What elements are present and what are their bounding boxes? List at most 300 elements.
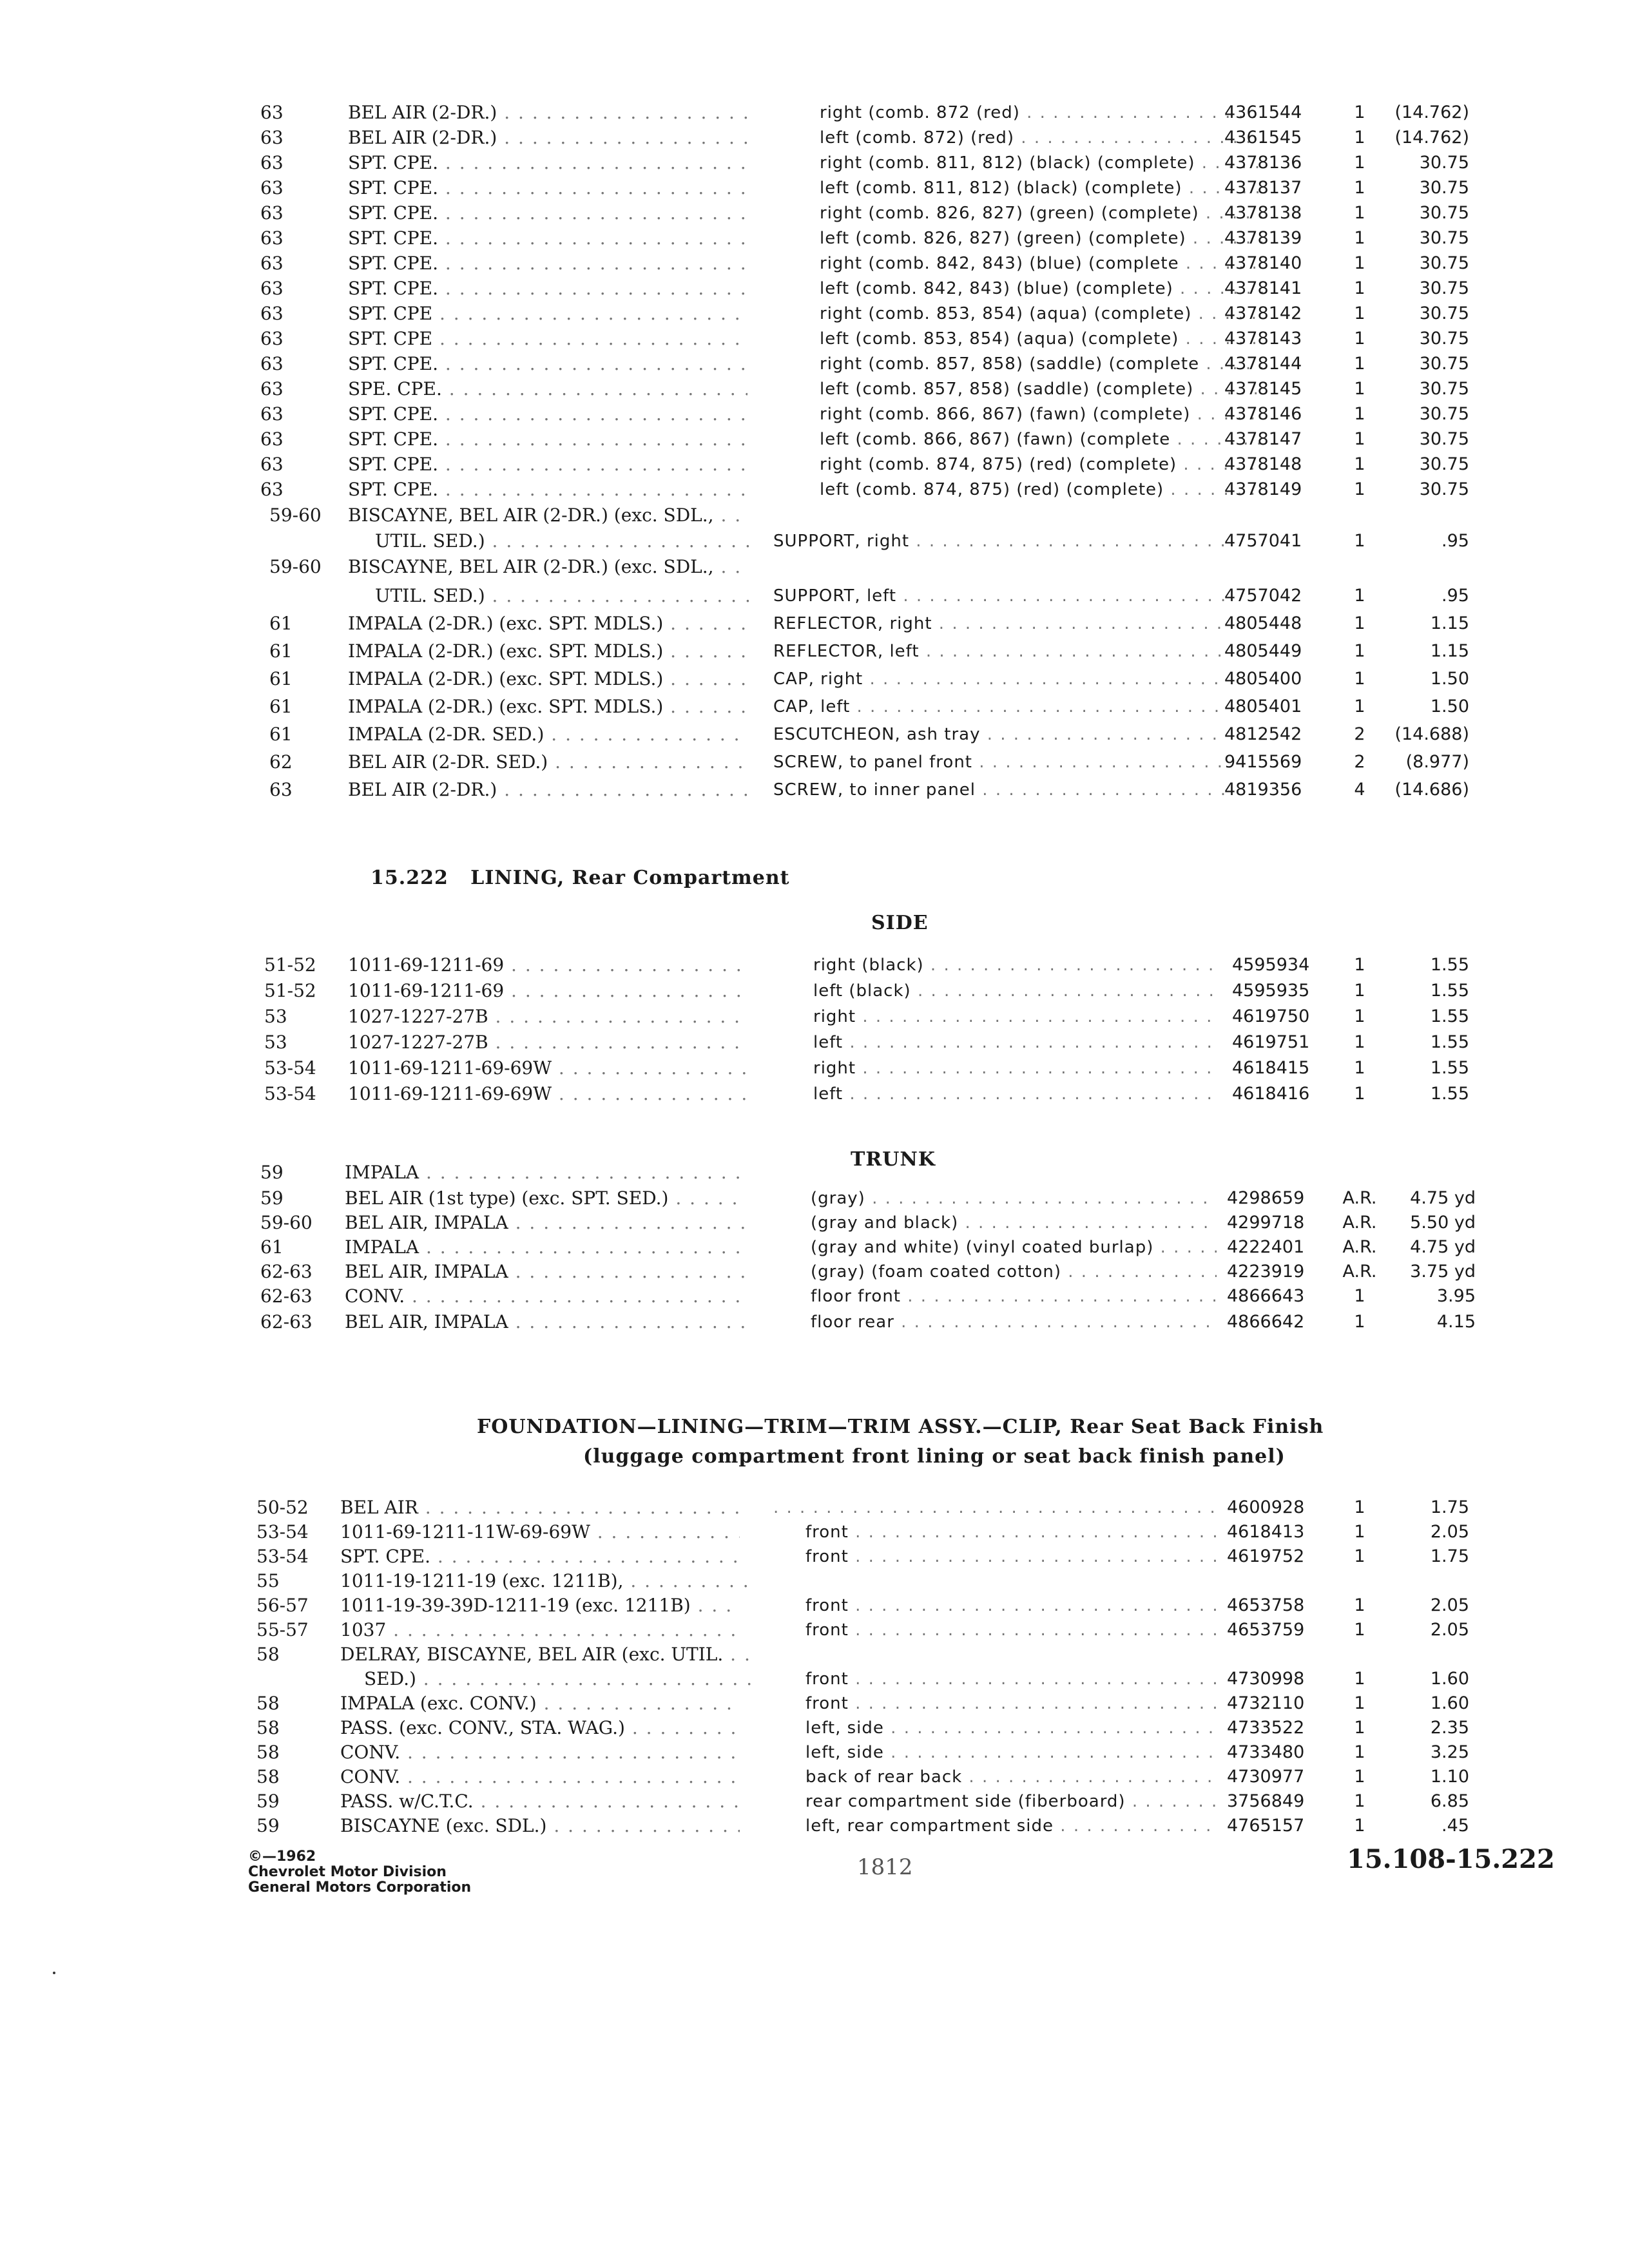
description-cell: CAP, right . . .: [773, 666, 1224, 692]
table-row: [0, 1283, 1629, 1309]
model-cell: SPT. CPE. . . .: [348, 200, 747, 226]
table-row: [0, 1617, 1629, 1643]
table-row: [0, 1764, 1629, 1790]
quantity-cell: 1: [1354, 102, 1365, 122]
description-cell: left, side . . .: [805, 1715, 1218, 1741]
description-cell: right (comb. 866, 867) (fawn) (complete) . . .: [820, 401, 1264, 427]
part-number-cell: 4595934: [1232, 955, 1310, 975]
model-cell-continued: UTIL. SED.) . . .: [375, 583, 749, 609]
model-cell: IMPALA . . .: [345, 1235, 744, 1260]
year-cell: 63: [260, 177, 284, 198]
description-cell: right (comb. 811, 812) (black) (complete) . . .: [820, 150, 1264, 176]
table-row: [0, 150, 1629, 176]
table-row: [0, 1568, 1629, 1594]
description-cell: front . . .: [805, 1691, 1218, 1716]
table-row: [0, 639, 1629, 664]
table-row: [0, 1519, 1629, 1545]
table-row: [0, 1813, 1629, 1839]
price-cell: 4.75 yd: [1410, 1188, 1476, 1208]
year-cell: 53: [264, 1006, 287, 1027]
model-cell: SPT. CPE . . .: [348, 301, 747, 327]
quantity-cell: 1: [1354, 1595, 1365, 1615]
part-number-cell: 4730977: [1227, 1767, 1305, 1787]
description-cell: left, rear compartment side . . .: [805, 1813, 1218, 1839]
price-cell: 1.50: [1430, 697, 1469, 716]
quantity-cell: 1: [1354, 1669, 1365, 1689]
price-cell: 5.50 yd: [1410, 1213, 1476, 1233]
year-cell: 61: [269, 696, 293, 717]
quantity-cell: 1: [1354, 454, 1365, 474]
price-cell: 30.75: [1419, 253, 1469, 273]
description-cell: REFLECTOR, left . . .: [773, 639, 1224, 664]
model-cell: IMPALA (exc. CONV.) . . .: [340, 1691, 740, 1716]
price-cell: 30.75: [1419, 379, 1469, 399]
description-cell: SCREW, to panel front . . .: [773, 749, 1224, 775]
year-cell: 53: [264, 1032, 287, 1053]
year-cell: 63: [260, 152, 284, 173]
price-cell: 30.75: [1419, 454, 1469, 474]
year-cell: 62-63: [260, 1261, 313, 1282]
model-cell: PASS. (exc. CONV., STA. WAG.) . . .: [340, 1715, 740, 1741]
quantity-cell: 1: [1354, 1286, 1365, 1306]
description-cell: right . . .: [813, 1055, 1219, 1081]
model-cell: 1011-69-1211-69-69W . . .: [348, 1055, 747, 1081]
part-number-cell: 4733522: [1227, 1718, 1305, 1738]
price-cell: 30.75: [1419, 228, 1469, 248]
description-cell: left . . .: [813, 1030, 1219, 1055]
price-cell: 1.50: [1430, 669, 1469, 689]
quantity-cell: 2: [1354, 724, 1365, 744]
table-row: [0, 401, 1629, 427]
model-cell: 1011-19-39-39D-1211-19 (exc. 1211B) . . .: [340, 1593, 740, 1619]
price-cell: (14.762): [1394, 128, 1469, 148]
table-row: [0, 1081, 1629, 1107]
description-cell: right (comb. 826, 827) (green) (complete) . . .: [820, 200, 1264, 226]
table-row: [0, 1593, 1629, 1619]
description-cell: left (comb. 866, 867) (fawn) (complete . . .: [820, 427, 1264, 452]
model-cell: 1011-19-1211-19 (exc. 1211B), . . .: [340, 1568, 753, 1594]
year-cell: 51-52: [264, 954, 316, 975]
quantity-cell: 1: [1354, 1816, 1365, 1836]
description-cell: right . . .: [813, 1004, 1219, 1030]
price-cell: 1.15: [1430, 641, 1469, 661]
model-cell: BEL AIR (1st type) (exc. SPT. SED.) . . .: [345, 1186, 744, 1211]
part-number-cell: 4757042: [1224, 586, 1302, 606]
part-number-cell: 4730998: [1227, 1669, 1305, 1689]
price-cell: 30.75: [1419, 153, 1469, 173]
year-cell: 55: [256, 1570, 280, 1591]
part-number-cell: 4618415: [1232, 1058, 1310, 1078]
price-cell: .45: [1441, 1816, 1469, 1836]
table-row: [0, 1309, 1629, 1335]
quantity-cell: 1: [1354, 1006, 1365, 1026]
description-cell: CAP, left . . .: [773, 694, 1224, 720]
model-cell: BEL AIR (2-DR. SED.) . . .: [348, 749, 747, 775]
part-number-cell: 4378144: [1224, 354, 1302, 374]
quantity-cell: 1: [1354, 1497, 1365, 1517]
part-number-cell: 4361544: [1224, 102, 1302, 122]
year-cell: 58: [256, 1693, 280, 1714]
price-cell: 30.75: [1419, 429, 1469, 449]
quantity-cell: 2: [1354, 752, 1365, 772]
quantity-cell: 1: [1354, 586, 1365, 606]
quantity-cell: 1: [1354, 641, 1365, 661]
model-cell: SPT. CPE. . . .: [348, 175, 747, 201]
description-cell: left (comb. 857, 858) (saddle) (complete) . . .: [820, 376, 1264, 402]
part-number-cell: 4765157: [1227, 1816, 1305, 1836]
model-cell: DELRAY, BISCAYNE, BEL AIR (exc. UTIL. . . .: [340, 1642, 753, 1667]
part-number-cell: 4619752: [1227, 1546, 1305, 1566]
quantity-cell: 1: [1354, 613, 1365, 633]
price-cell: 2.35: [1430, 1718, 1469, 1738]
part-number-cell: 4299718: [1227, 1213, 1305, 1233]
part-number-cell: 9415569: [1224, 752, 1302, 772]
description-cell: (gray and black) . . .: [811, 1210, 1217, 1236]
part-number-cell: 4732110: [1227, 1693, 1305, 1713]
table-row: [0, 611, 1629, 637]
table-row: [0, 694, 1629, 720]
table-row: [0, 1259, 1629, 1285]
price-cell: 30.75: [1419, 303, 1469, 323]
table-row: [0, 1235, 1629, 1260]
description-cell: rear compartment side (fiberboard) . . .: [805, 1789, 1218, 1814]
table-row: [0, 100, 1629, 126]
part-number-cell: 4361545: [1224, 128, 1302, 148]
quantity-cell: 1: [1354, 404, 1365, 424]
model-cell: SPT. CPE. . . .: [348, 251, 747, 276]
copyright: ©—1962: [248, 1849, 316, 1865]
model-cell: BISCAYNE (exc. SDL.) . . .: [340, 1813, 740, 1839]
table-row: [0, 351, 1629, 377]
quantity-cell: 1: [1354, 981, 1365, 1001]
model-cell: CONV. . . .: [340, 1740, 740, 1765]
year-cell: 63: [260, 102, 284, 123]
quantity-cell: 1: [1354, 697, 1365, 716]
part-number-cell: 4866643: [1227, 1286, 1305, 1306]
section-heading: [371, 867, 790, 889]
model-cell: SPE. CPE. . . .: [348, 376, 747, 402]
quantity-cell: 1: [1354, 1767, 1365, 1787]
description-cell: left (comb. 842, 843) (blue) (complete) . . .: [820, 276, 1264, 302]
price-cell: 1.10: [1430, 1767, 1469, 1787]
quantity-cell: 1: [1354, 128, 1365, 148]
publisher-credit: [248, 1849, 471, 1896]
year-cell: 59: [260, 1187, 284, 1209]
description-cell: left (comb. 872) (red) . . .: [820, 125, 1264, 151]
quantity-cell: 1: [1354, 354, 1365, 374]
quantity-cell: 1: [1354, 1791, 1365, 1811]
year-cell: 53-54: [264, 1083, 316, 1104]
foundation-title-suffix: Rear Seat Back Finish: [1070, 1416, 1324, 1438]
price-cell: 4.15: [1436, 1312, 1476, 1332]
model-cell: SPT. CPE. . . .: [340, 1544, 740, 1570]
quantity-cell: 1: [1354, 303, 1365, 323]
table-row: [0, 477, 1629, 503]
price-cell: 3.95: [1436, 1286, 1476, 1306]
table-row: [0, 1030, 1629, 1055]
description-cell: right (comb. 842, 843) (blue) (complete . . .: [820, 251, 1264, 276]
part-number-cell: 4378147: [1224, 429, 1302, 449]
price-cell: 30.75: [1419, 178, 1469, 198]
price-cell: .95: [1441, 586, 1469, 606]
table-row: [0, 1789, 1629, 1814]
year-cell: 63: [260, 403, 284, 425]
section-range: 15.108-15.222: [1347, 1844, 1555, 1874]
model-cell: IMPALA (2-DR. SED.) . . .: [348, 722, 747, 747]
part-number-cell: 4805401: [1224, 697, 1302, 716]
price-cell: (14.686): [1394, 780, 1469, 800]
model-cell: SPT. CPE. . . .: [348, 477, 747, 503]
quantity-cell: 1: [1354, 955, 1365, 975]
year-cell: 59: [260, 1162, 284, 1183]
price-cell: 1.75: [1430, 1497, 1469, 1517]
table-row: [0, 528, 1629, 554]
description-cell: right (comb. 857, 858) (saddle) (complete . . .: [820, 351, 1264, 377]
price-cell: 4.75 yd: [1410, 1237, 1476, 1257]
price-cell: 2.05: [1430, 1522, 1469, 1542]
model-cell-continued: UTIL. SED.) . . .: [375, 528, 749, 554]
description-cell: back of rear back . . .: [805, 1764, 1218, 1790]
part-number-cell: 4222401: [1227, 1237, 1305, 1257]
model-cell-continued: SED.) . . .: [364, 1666, 751, 1692]
year-cell: 58: [256, 1766, 280, 1787]
price-cell: 1.60: [1430, 1669, 1469, 1689]
price-cell: 6.85: [1430, 1791, 1469, 1811]
table-row: [0, 200, 1629, 226]
part-number-cell: 4812542: [1224, 724, 1302, 744]
year-cell: 61: [269, 613, 293, 634]
year-cell: 63: [269, 779, 293, 800]
model-cell: 1011-69-1211-11W-69-69W . . .: [340, 1519, 740, 1545]
section-number: 15.222: [371, 867, 448, 889]
year-cell: 63: [260, 353, 284, 374]
quantity-cell: 1: [1354, 278, 1365, 298]
quantity-cell: 1: [1354, 379, 1365, 399]
part-number-cell: 4805448: [1224, 613, 1302, 633]
part-number-cell: 4819356: [1224, 780, 1302, 800]
publisher-line-2: General Motors Corporation: [248, 1879, 472, 1896]
quantity-cell: 1: [1354, 153, 1365, 173]
year-cell: 53-54: [256, 1521, 309, 1542]
description-cell: left (comb. 826, 827) (green) (complete) . . .: [820, 226, 1264, 251]
quantity-cell: A.R.: [1342, 1237, 1377, 1257]
quantity-cell: 1: [1354, 1718, 1365, 1738]
price-cell: 1.15: [1430, 613, 1469, 633]
part-number-cell: 4223919: [1227, 1262, 1305, 1282]
part-number-cell: 4298659: [1227, 1188, 1305, 1208]
price-cell: (14.762): [1394, 102, 1469, 122]
foundation-heading: [477, 1416, 1324, 1438]
table-row: [0, 1740, 1629, 1765]
description-cell: right (comb. 874, 875) (red) (complete) . . .: [820, 452, 1264, 477]
year-cell: 56-57: [256, 1595, 309, 1616]
price-cell: 2.05: [1430, 1595, 1469, 1615]
quantity-cell: 1: [1354, 228, 1365, 248]
price-cell: 1.55: [1430, 1032, 1469, 1052]
table-row: [0, 1544, 1629, 1570]
model-cell: SPT. CPE. . . .: [348, 150, 747, 176]
table-row: [0, 749, 1629, 775]
model-cell: BEL AIR, IMPALA . . .: [345, 1259, 744, 1285]
table-row: [0, 226, 1629, 251]
quantity-cell: 1: [1354, 669, 1365, 689]
page-number: 1812: [857, 1854, 913, 1880]
quantity-cell: 1: [1354, 203, 1365, 223]
model-cell: 1037 . . .: [340, 1617, 740, 1643]
trunk-subheading: TRUNK: [851, 1148, 936, 1171]
year-cell: 63: [260, 303, 284, 324]
year-cell: 61: [260, 1236, 284, 1258]
table-row: [0, 1186, 1629, 1211]
section-subtitle: Rear Compartment: [572, 867, 790, 889]
price-cell: 1.75: [1430, 1546, 1469, 1566]
description-cell: SUPPORT, left . . .: [773, 583, 1224, 609]
year-cell: 63: [260, 328, 284, 349]
quantity-cell: 1: [1354, 429, 1365, 449]
price-cell: 1.55: [1430, 1084, 1469, 1104]
quantity-cell: 1: [1354, 531, 1365, 551]
year-cell: 59-60: [260, 1212, 313, 1233]
model-cell: 1011-69-1211-69 . . .: [348, 978, 747, 1004]
year-cell: 51-52: [264, 980, 316, 1001]
year-cell: 61: [269, 668, 293, 689]
quantity-cell: 1: [1354, 253, 1365, 273]
model-cell: SPT. CPE. . . .: [348, 276, 747, 302]
part-number-cell: 4378139: [1224, 228, 1302, 248]
description-cell: front . . .: [805, 1593, 1218, 1619]
part-number-cell: 4805449: [1224, 641, 1302, 661]
quantity-cell: 1: [1354, 1522, 1365, 1542]
year-cell: 62-63: [260, 1285, 313, 1307]
quantity-cell: 1: [1354, 479, 1365, 499]
price-cell: (14.688): [1394, 724, 1469, 744]
part-number-cell: 4805400: [1224, 669, 1302, 689]
quantity-cell: 1: [1354, 1032, 1365, 1052]
part-number-cell: 4378138: [1224, 203, 1302, 223]
model-cell: BEL AIR (2-DR.) . . .: [348, 777, 747, 803]
model-cell: PASS. w/C.T.C. . . .: [340, 1789, 740, 1814]
quantity-cell: 1: [1354, 1546, 1365, 1566]
model-cell: SPT. CPE. . . .: [348, 401, 747, 427]
description-cell: left (comb. 874, 875) (red) (complete) . . .: [820, 477, 1264, 503]
quantity-cell: 4: [1354, 780, 1365, 800]
description-cell: left (black) . . .: [813, 978, 1219, 1004]
part-number-cell: 4378142: [1224, 303, 1302, 323]
part-number-cell: 3756849: [1227, 1791, 1305, 1811]
description-cell: (gray and white) (vinyl coated burlap) . . .: [811, 1235, 1217, 1260]
model-cell: IMPALA (2-DR.) (exc. SPT. MDLS.) . . .: [348, 611, 747, 637]
model-cell: SPT. CPE. . . .: [348, 351, 747, 377]
part-number-cell: 4619750: [1232, 1006, 1310, 1026]
part-number-cell: 4378137: [1224, 178, 1302, 198]
table-row: [0, 376, 1629, 402]
quantity-cell: 1: [1354, 329, 1365, 349]
model-cell: BEL AIR (2-DR.) . . .: [348, 100, 747, 126]
price-cell: 30.75: [1419, 404, 1469, 424]
description-cell: REFLECTOR, right . . .: [773, 611, 1224, 637]
model-cell: IMPALA (2-DR.) (exc. SPT. MDLS.) . . .: [348, 639, 747, 664]
price-cell: 3.25: [1430, 1742, 1469, 1762]
model-cell: BISCAYNE, BEL AIR (2-DR.) (exc. SDL., . . .: [348, 554, 747, 580]
part-number-cell: 4378136: [1224, 153, 1302, 173]
part-number-cell: 4378143: [1224, 329, 1302, 349]
model-cell: 1011-69-1211-69 . . .: [348, 952, 747, 978]
quantity-cell: A.R.: [1342, 1213, 1377, 1233]
table-row: [0, 777, 1629, 803]
publisher-line-1: Chevrolet Motor Division: [248, 1864, 447, 1880]
year-cell: 58: [256, 1717, 280, 1738]
table-row: [0, 326, 1629, 352]
quantity-cell: 1: [1354, 1742, 1365, 1762]
table-row: [0, 1691, 1629, 1716]
price-cell: 3.75 yd: [1410, 1262, 1476, 1282]
part-number-cell: 4595935: [1232, 981, 1310, 1001]
price-cell: 1.55: [1430, 955, 1469, 975]
table-row: [0, 722, 1629, 747]
description-cell: [773, 1495, 1218, 1521]
side-subheading: SIDE: [871, 912, 929, 934]
model-cell: SPT. CPE. . . .: [348, 226, 747, 251]
price-cell: (8.977): [1405, 752, 1469, 772]
price-cell: .95: [1441, 531, 1469, 551]
price-cell: 30.75: [1419, 354, 1469, 374]
year-cell: 63: [260, 127, 284, 148]
foundation-title: FOUNDATION—LINING—TRIM—TRIM ASSY.—CLIP,: [477, 1416, 1063, 1438]
model-cell: SPT. CPE. . . .: [348, 452, 747, 477]
year-cell: 63: [260, 227, 284, 249]
part-number-cell: 4600928: [1227, 1497, 1305, 1517]
model-cell: IMPALA (2-DR.) (exc. SPT. MDLS.) . . .: [348, 694, 747, 720]
description-cell: (gray) (foam coated cotton) . . .: [811, 1259, 1217, 1285]
year-cell: 50-52: [256, 1497, 309, 1518]
quantity-cell: A.R.: [1342, 1262, 1377, 1282]
year-cell: 53-54: [256, 1546, 309, 1567]
model-cell: BEL AIR, IMPALA . . .: [345, 1210, 744, 1236]
model-cell: CONV. . . .: [345, 1283, 744, 1309]
table-row: [0, 251, 1629, 276]
price-cell: 30.75: [1419, 203, 1469, 223]
table-row: [0, 666, 1629, 692]
year-cell: 62-63: [260, 1311, 313, 1332]
year-cell: 59: [256, 1791, 280, 1812]
year-cell: 59-60: [269, 505, 322, 526]
model-cell: BEL AIR . . .: [340, 1495, 740, 1521]
part-number-cell: 4618413: [1227, 1522, 1305, 1542]
model-cell: SPT. CPE . . .: [348, 326, 747, 352]
table-row: [0, 125, 1629, 151]
table-row: [0, 276, 1629, 302]
table-row: [0, 1666, 1629, 1692]
year-cell: 59-60: [269, 556, 322, 577]
model-cell: BEL AIR, IMPALA . . .: [345, 1309, 744, 1335]
year-cell: 63: [260, 428, 284, 450]
scan-speck: [53, 1972, 55, 1974]
part-number-cell: 4378146: [1224, 404, 1302, 424]
description-cell: SUPPORT, right . . .: [773, 528, 1224, 554]
quantity-cell: 1: [1354, 1058, 1365, 1078]
part-number-cell: 4653759: [1227, 1620, 1305, 1640]
description-cell: front . . .: [805, 1544, 1218, 1570]
year-cell: 63: [260, 278, 284, 299]
price-cell: 30.75: [1419, 329, 1469, 349]
quantity-cell: 1: [1354, 1084, 1365, 1104]
year-cell: 63: [260, 202, 284, 224]
part-number-cell: 4653758: [1227, 1595, 1305, 1615]
year-cell: 62: [269, 751, 293, 773]
table-row: [0, 175, 1629, 201]
table-row: [0, 1642, 1629, 1667]
model-cell: 1027-1227-27B . . .: [348, 1004, 747, 1030]
